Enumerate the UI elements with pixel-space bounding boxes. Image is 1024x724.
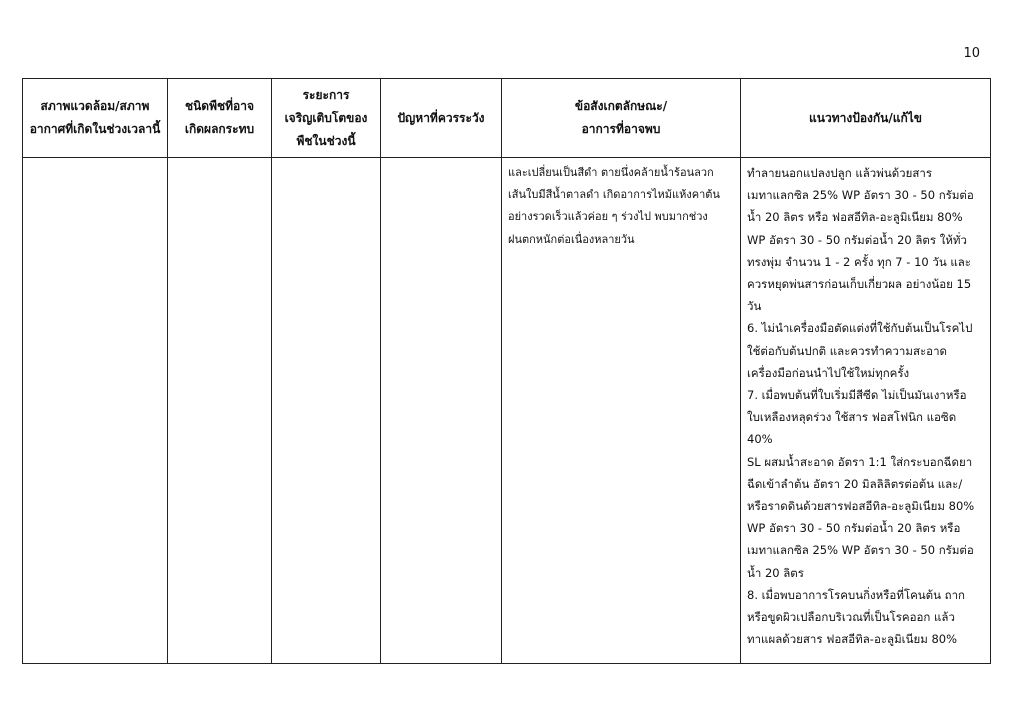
- page-number: 10: [963, 46, 980, 61]
- crop-advisory-table: [22, 78, 991, 664]
- header-prevention: แนวทางป้องกัน/แก้ไข: [741, 79, 991, 158]
- table-row: [23, 158, 991, 664]
- cell-problem: [381, 158, 502, 664]
- cell-environment: [23, 158, 168, 664]
- header-plant-type: ชนิดพืชที่อาจ เกิดผลกระทบ: [168, 79, 272, 158]
- header-observation: ข้อสังเกตลักษณะ/ อาการที่อาจพบ: [502, 79, 741, 158]
- header-environment: สภาพแวดล้อม/สภาพ อากาศที่เกิดในช่วงเวลานี้: [23, 79, 168, 158]
- cell-observation: และเปลี่ยนเป็นสีดำ ตายนึ่งคล้ายน้ำร้อนลวก เส้นใบมีสีน้ำตาลดำ เกิดอาการไหม้แห้งคาต้น อย่างรวดเร็วแล้วค่อย ๆ ร่วงไป พบมากช่วง ฝนตกหนักต่อเนื่องหลายวัน: [502, 158, 741, 664]
- cell-plant-type: [168, 158, 272, 664]
- header-growth-stage: ระยะการ เจริญเติบโตของ พืชในช่วงนี้: [272, 79, 381, 158]
- cell-prevention: ทำลายนอกแปลงปลูก แล้วพ่นด้วยสาร เมทาแลกซิล 25% WP อัตรา 30 - 50 กรัมต่อ น้ำ 20 ลิตร หรือ ฟอสอีทิล-อะลูมิเนียม 80% WP อัตรา 30 - 50 กรัมต่อน้ำ 20 ลิตร ให้ทั่ว ทรงพุ่ม จำนวน 1 - 2 ครั้ง ทุก 7 - 10 วัน และ ควรหยุดพ่นสารก่อนเก็บเกี่ยวผล อย่างน้อย 15 วัน 6. ไม่นำเครื่องมือตัดแต่งที่ใช้กับต้นเป็นโรคไป ใช้ต่อกับต้นปกติ และควรทำความสะอาด เครื่องมือก่อนนำไปใช้ใหม่ทุกครั้ง 7. เมื่อพบต้นที่ใบเริ่มมีสีซีด ไม่เป็นมันเงาหรือ ใบเหลืองหลุดร่วง ใช้สาร ฟอสโฟนิก แอซิด 40% SL ผสมน้ำสะอาด อัตรา 1:1 ใส่กระบอกฉีดยา ฉีดเข้าลำต้น อัตรา 20 มิลลิลิตรต่อต้น และ/ หรือราดดินด้วยสารฟอสอีทิล-อะลูมิเนียม 80% WP อัตรา 30 - 50 กรัมต่อน้ำ 20 ลิตร หรือ เมทาแลกซิล 25% WP อัตรา 30 - 50 กรัมต่อ น้ำ 20 ลิตร 8. เมื่อพบอาการโรคบนกิ่งหรือที่โคนต้น ถาก หรือขูดผิวเปลือกบริเวณที่เป็นโรคออก แล้ว ทาแผลด้วยสาร ฟอสอีทิล-อะลูมิเนียม 80%: [741, 158, 991, 664]
- table-header-row: [23, 79, 991, 158]
- header-problem: ปัญหาที่ควรระวัง: [381, 79, 502, 158]
- cell-growth-stage: [272, 158, 381, 664]
